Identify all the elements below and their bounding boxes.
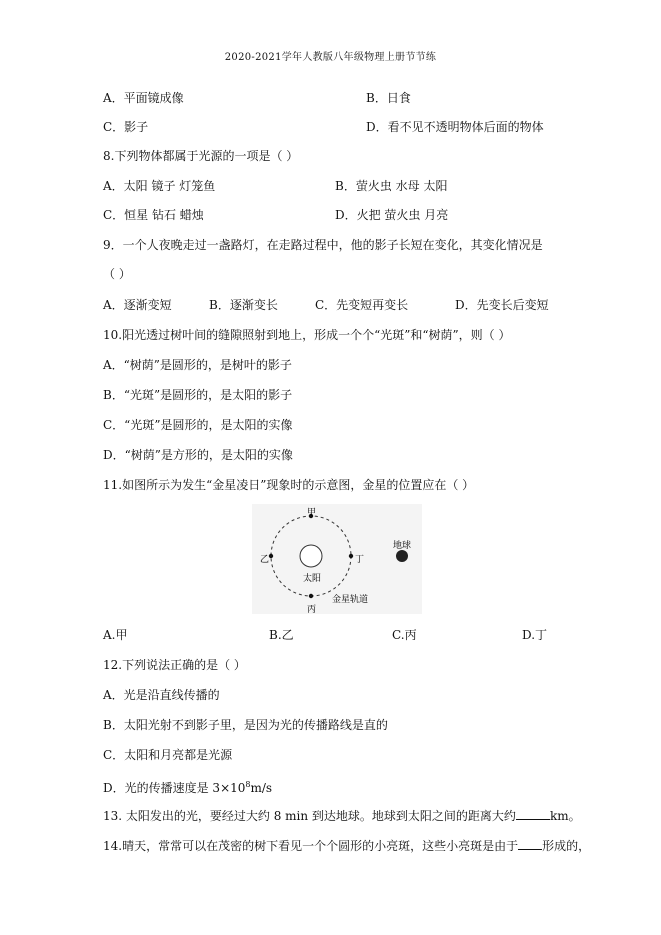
q9-stem: 9．一个人夜晚走过一盏路灯，在走路过程中，他的影子长短在变化，其变化情况是 [103,238,543,252]
q7-option-a: A．平面镜成像 [103,91,184,105]
position-left-dot [269,554,273,558]
q12-option-d-exponent: 8 [245,780,251,789]
q7-option-b: B．日食 [366,91,411,105]
label-bing: 丙 [307,605,317,614]
q10-option-b: B．“光斑”是圆形的，是太阳的影子 [103,388,293,402]
position-bottom-dot [309,594,313,598]
sun-circle [300,545,322,567]
q10-option-d: D．“树荫”是方形的，是太阳的实像 [103,448,293,462]
q13-unit: km。 [549,809,581,823]
q10-stem: 10.阳光透过树叶间的缝隙照射到地上，形成一个个“光斑”和“树荫”，则（ ） [103,328,511,342]
q14-stem [103,837,590,854]
q14-suffix: 形成的， [542,839,591,853]
q13-answer-blank[interactable] [516,807,550,820]
q7-option-d: D．看不见不透明物体后面的物体 [366,120,544,134]
q13-stem [103,807,581,824]
q14-text: 14.晴天，常常可以在茂密的树下看见一个个圆形的小亮斑，这些小亮斑是由于 [103,839,519,853]
q7-option-c: C．影子 [103,120,149,134]
label-jia: 甲 [307,508,317,518]
q12-option-d-text: D．光的传播速度是 3×10 [103,781,246,795]
q9-option-d: D．先变长后变短 [455,298,549,312]
q12-option-d [103,777,272,796]
q10-option-a: A．“树荫”是圆形的，是树叶的影子 [103,358,292,372]
q11-option-a: A.甲 [103,628,128,642]
q12-option-a: A．光是沿直线传播的 [103,688,220,702]
q8-option-c: C．恒星 钻石 蜡烛 [103,208,204,222]
q10-option-c: C．“光斑”是圆形的，是太阳的实像 [103,418,293,432]
venus-transit-diagram [252,504,422,614]
q8-stem: 8.下列物体都属于光源的一项是（ ） [103,149,299,163]
q9-option-c: C．先变短再变长 [315,298,409,312]
q14-answer-blank[interactable] [518,837,542,850]
q11-option-c: C.丙 [392,628,417,642]
q12-option-c: C．太阳和月亮都是光源 [103,748,233,762]
q11-stem: 11.如图所示为发生“金星凌日”现象时的示意图，金星的位置应在（ ） [103,478,475,492]
position-right-dot [349,554,353,558]
q11-option-d: D.丁 [522,628,548,642]
q8-option-b: B．萤火虫 水母 太阳 [335,179,448,193]
q9-option-a: A．逐渐变短 [103,298,172,312]
q9-paren: （ ） [103,267,131,281]
label-earth: 地球 [393,541,412,551]
label-ding: 丁 [355,555,365,565]
label-sun: 太阳 [303,574,322,584]
q12-stem: 12.下列说法正确的是（ ） [103,658,246,672]
q12-option-b: B．太阳光射不到影子里，是因为光的传播路线是直的 [103,718,388,732]
q8-option-d: D．火把 萤火虫 月亮 [335,208,449,222]
earth-circle [396,550,408,562]
q9-option-b: B．逐渐变长 [209,298,278,312]
page-header: 2020-2021学年人教版八年级物理上册节节练 [224,52,437,63]
q8-option-a: A．太阳 镜子 灯笼鱼 [103,179,216,193]
label-yi: 乙 [260,555,270,565]
q13-text: 13. 太阳发出的光，要经过大约 8 min 到达地球。地球到太阳之间的距离大约 [103,809,516,823]
q12-option-d-unit: m/s [250,781,273,795]
label-orbit: 金星轨道 [332,595,369,605]
q11-option-b: B.乙 [269,628,294,642]
